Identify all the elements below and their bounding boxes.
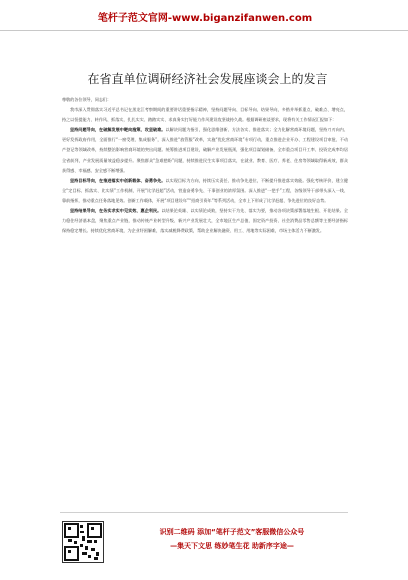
paragraph-intro	[62, 105, 348, 125]
document-title: 在省直单位调研经济社会发展座谈会上的发言	[87, 72, 328, 86]
site-header	[0, 0, 408, 31]
footer-divider	[60, 512, 348, 513]
paragraph-text: 以解决问题为指引，强化思维创新、方法各实、推进落实；全力化解营商环境问题，坚持刀刃向内、更好发挥政府作用，全面推行“一窗受理、集成服务”，深入推进“放管服”改革，实施“优化营商环境”专项行动，重点推进企业开办、工程建设项目审批、不动产登记等领域改革，持续整治影响营商环境的突出问题。统筹推进项目建设，破解产业发展瓶颈，强化项目谋划储备，全市重点项目开工率、投资完成率均居全省前列，产业发展质量效益稳步提升。聚焦群众“急难愁盼”问题，持续推进民生实事项目落实，在就业、教育、医疗、养老、住房等领域取得新成效，群众获得感、幸福感、安全感不断增强。	[62, 127, 348, 173]
paragraph-lead: 坚持目标导向，在推进落实中创新载体、奋勇争先。	[70, 177, 166, 183]
paragraph-problem-oriented	[62, 125, 348, 175]
paragraph-lead: 坚持问题导向，在破解发展中靶向施策、攻坚破难。	[70, 127, 166, 133]
paragraph-text: 以结果论英雄、以实绩论成败，坚持实干为先、落实为要，推动各项决策部署落地生根、开花结果。全力稳住经济基本盘，聚焦重点产业链，推动传统产业转型升级、新兴产业发展壮大，全市地区生产总值、固定资产投资、社会消费品零售总额等主要经济指标保持稳定增长。持续优化营商环境，为企业纾困解难，落实减税降费政策，帮助企业解决融资、用工、用地等实际困难，市场主体活力不断激发。	[62, 208, 348, 234]
footer-slogan: —集天下文思 练妙笔生花 助新序字途—	[170, 542, 294, 550]
salutation: 尊敬的各位领导，同志们：	[62, 97, 112, 102]
paragraph-text: 我市深入贯彻落实习近平总书记在黑龙江考察期间的重要讲话重要指示精神，坚持问题导向、目标导向、结果导向，多措并举抓重点、破难点、增亮点，持之以恒提能力、转作风、抓落实，扎扎实实、踏踏实实、求真务实打好能力作风建设攻坚战持久战。根据调研座谈要求，现将有关工作情况汇报如下：	[62, 107, 348, 123]
document-body	[62, 95, 348, 500]
footer-qr-caption: 识别二维码 添加“笔杆子范文”客服微信公众号	[159, 528, 305, 536]
paragraph-text: 以实现目标为方向，持续压实责任、推动争先进位，不断提升推进落实效能。强化考核评价，建立健全“定目标、抓落实、比实绩”工作机制，开展“比学赶超”活动，营造奋勇争先、干事创业的浓厚氛围。深入推进“一把手”工程，各级领导干部带头深入一线、靠前指挥，推动重点任务落地见效。创新工作载体，开展“项目建设年”“招商引资年”等系列活动，全市上下形成了比学赶超、争先进位的良好态势。	[62, 177, 348, 203]
qr-code-icon	[62, 521, 104, 563]
paragraph-lead: 坚持结果导向，在务实求实中见实效、惠企利民。	[70, 208, 162, 214]
paragraph-goal-oriented	[62, 176, 348, 206]
paragraph-result-oriented	[62, 206, 348, 236]
footer	[0, 512, 408, 580]
site-header-text: 笔杆子范文官网-www.biganzifanwen.com	[97, 13, 313, 24]
